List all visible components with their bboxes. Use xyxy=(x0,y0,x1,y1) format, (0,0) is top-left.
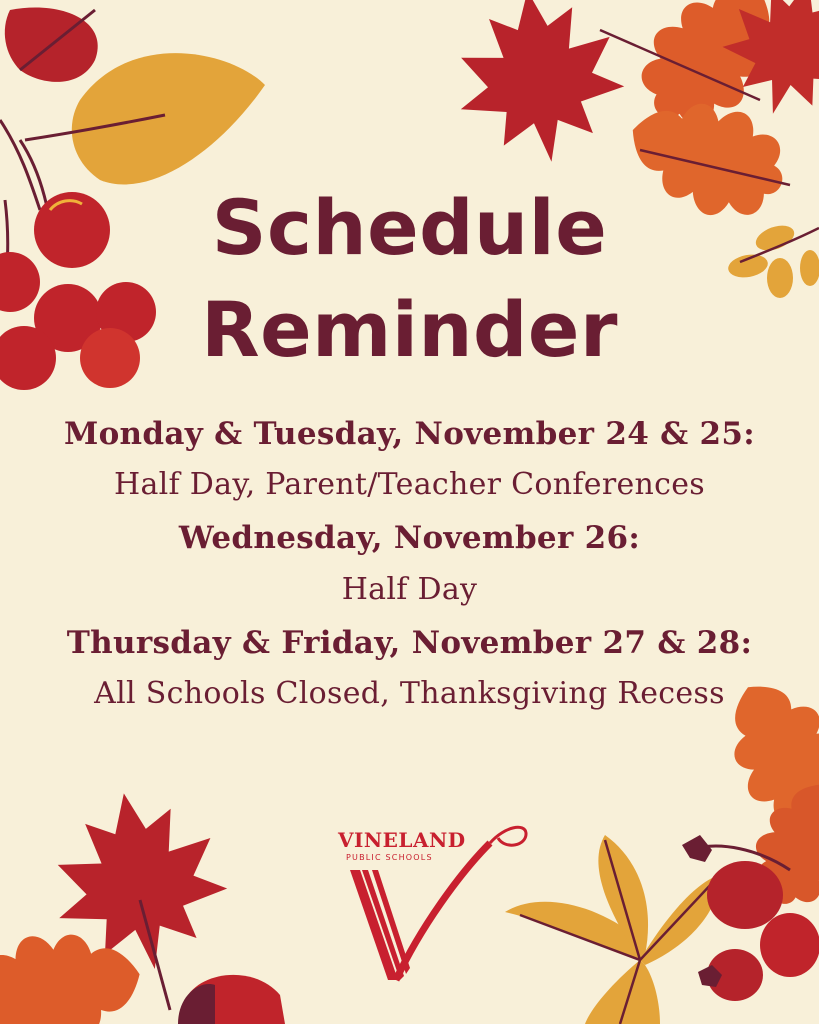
schedule-heading-2: Wednesday, November 26: xyxy=(178,520,641,556)
title-line-1: Schedule xyxy=(211,183,608,272)
logo-subtitle: PUBLIC SCHOOLS xyxy=(346,853,433,862)
vineland-logo xyxy=(330,818,530,988)
schedule-detail-2: Half Day xyxy=(341,572,478,607)
schedule-detail-1: Half Day, Parent/Teacher Conferences xyxy=(114,467,705,502)
logo-name: VINELAND xyxy=(338,828,466,852)
schedule-detail-3: All Schools Closed, Thanksgiving Recess xyxy=(94,676,725,711)
vineland-v-logo-icon xyxy=(330,818,530,988)
title-line-2: Reminder xyxy=(201,285,618,374)
schedule-heading-3: Thursday & Friday, November 27 & 28: xyxy=(66,625,753,661)
bottom-left-leaves xyxy=(0,779,285,1024)
schedule-heading-1: Monday & Tuesday, November 24 & 25: xyxy=(63,416,756,452)
